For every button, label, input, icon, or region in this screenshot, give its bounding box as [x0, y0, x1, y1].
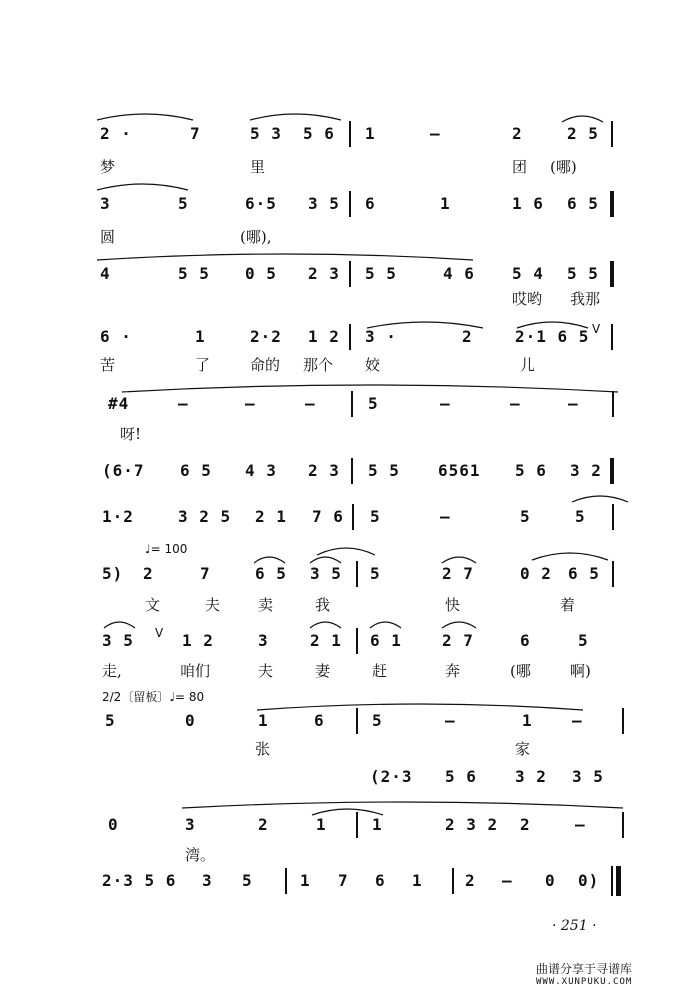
note: 2 5: [567, 124, 599, 143]
note: 1: [195, 327, 206, 346]
note: 0: [545, 871, 556, 890]
final-barline-thin: [611, 866, 613, 896]
lyric: 呀!: [120, 425, 142, 443]
lyric-line-1: [0, 158, 680, 178]
note: 5: [105, 711, 116, 730]
note: —: [568, 394, 579, 413]
lyric: 奔: [445, 662, 461, 680]
note: 3 5: [310, 564, 342, 583]
note: 1: [258, 711, 269, 730]
note: 1 2: [182, 631, 214, 650]
note: 6561: [438, 461, 481, 480]
slur: [95, 110, 195, 122]
note: 2·3 5 6: [102, 871, 177, 890]
note: 2·2: [250, 327, 282, 346]
slur: [95, 250, 475, 262]
slur: [180, 798, 625, 810]
note: 6 5: [567, 194, 599, 213]
note: (2·3: [370, 767, 413, 786]
note: 7: [190, 124, 201, 143]
slur: [308, 618, 343, 630]
score-line-6: [0, 462, 680, 482]
note: 1: [300, 871, 311, 890]
slur: [368, 618, 403, 630]
lyric: 团: [512, 158, 528, 176]
barline: [622, 708, 624, 734]
note: 5 6: [515, 461, 547, 480]
breath-mark: V: [592, 322, 601, 336]
note: —: [305, 394, 316, 413]
note: 7 6: [312, 507, 344, 526]
note: —: [575, 815, 586, 834]
score-line-12: [0, 816, 680, 836]
note: 5: [520, 507, 531, 526]
barline: [610, 261, 614, 287]
barline: [611, 324, 613, 350]
note: 3: [185, 815, 196, 834]
breath-mark: V: [155, 626, 164, 640]
note: #4: [108, 394, 130, 413]
note: 3 2: [570, 461, 602, 480]
barline: [611, 121, 613, 147]
note: 3: [202, 871, 213, 890]
barline: [351, 458, 353, 484]
note: —: [430, 124, 441, 143]
lyric-line-5: [0, 425, 680, 445]
score-line-3: [0, 265, 680, 285]
slur: [248, 110, 343, 122]
lyric-line-2: [0, 228, 680, 248]
barline: [610, 458, 614, 484]
note: 5: [372, 711, 383, 730]
final-barline-thick: [616, 866, 621, 896]
score-line-7: [0, 508, 680, 528]
lyric: 了: [195, 356, 211, 374]
note: 6: [375, 871, 386, 890]
lyric: 湾。: [185, 846, 216, 864]
note: 2 3: [308, 461, 340, 480]
barline: [349, 191, 351, 217]
note: 6: [314, 711, 325, 730]
lyric: 夫: [258, 662, 274, 680]
note: 5 5: [365, 264, 397, 283]
note: 4 6: [443, 264, 475, 283]
note: 5 3: [250, 124, 282, 143]
note: 2 3: [308, 264, 340, 283]
score-line-5: [0, 395, 680, 415]
note: 0): [578, 871, 600, 890]
page-number: · 251 ·: [552, 918, 597, 934]
lyric: (哪),: [240, 228, 272, 246]
note: 3: [100, 194, 111, 213]
lyric: 张: [255, 740, 271, 758]
lyric-line-8: [0, 596, 680, 616]
lyric: (哪): [550, 158, 577, 176]
note: 6 5: [255, 564, 287, 583]
note: 2 3 2: [445, 815, 499, 834]
lyric: 赶: [372, 662, 388, 680]
note: 1: [412, 871, 423, 890]
lyric-line-4: [0, 356, 680, 376]
lyric: 文: [145, 596, 161, 614]
note: 5: [575, 507, 586, 526]
note: 5): [102, 564, 124, 583]
lyric: 命的: [250, 356, 281, 374]
lyric: 儿: [520, 356, 536, 374]
lyric: 家: [515, 740, 531, 758]
score-line-11: [0, 768, 680, 788]
score-line-2: [0, 195, 680, 215]
note: 3 ·: [365, 327, 397, 346]
lyric: 我: [315, 596, 331, 614]
barline: [349, 261, 351, 287]
note: 2 ·: [100, 124, 132, 143]
score-line-1: [0, 125, 680, 145]
note: 2: [520, 815, 531, 834]
lyric: 那个: [303, 356, 334, 374]
note: 5 5: [567, 264, 599, 283]
note: —: [502, 871, 513, 890]
note: 2: [143, 564, 154, 583]
lyric-line-3: [0, 290, 680, 310]
barline: [612, 561, 614, 587]
note: 5 6: [445, 767, 477, 786]
note: 3 5: [102, 631, 134, 650]
note: 2: [258, 815, 269, 834]
slur: [315, 543, 377, 557]
lyric: 快: [445, 596, 461, 614]
note: 2·1 6 5: [515, 327, 590, 346]
note: —: [178, 394, 189, 413]
note: 5 6: [303, 124, 335, 143]
note: 2: [465, 871, 476, 890]
watermark-text: 曲谱分享于寻谱库: [536, 962, 633, 976]
score-line-9: [0, 626, 680, 652]
note: 2: [462, 327, 473, 346]
lyric: 着: [560, 596, 576, 614]
note: (6·7: [102, 461, 145, 480]
lyric: 走,: [102, 662, 122, 680]
note: 6: [520, 631, 531, 650]
lyric: 圆: [100, 228, 116, 246]
barline: [356, 628, 358, 654]
slur: [102, 618, 137, 630]
note: 7: [200, 564, 211, 583]
lyric: 梦: [100, 158, 116, 176]
lyric-line-9: [0, 662, 680, 682]
note: 4: [100, 264, 111, 283]
lyric-line-12: [0, 846, 680, 866]
slur: [120, 380, 620, 394]
note: —: [440, 507, 451, 526]
lyric-line-10: [0, 740, 680, 760]
note: 1: [440, 194, 451, 213]
note: 6 1: [370, 631, 402, 650]
note: 1·2: [102, 507, 134, 526]
barline: [610, 191, 614, 217]
slur: [560, 112, 605, 124]
lyric: 里: [250, 158, 266, 176]
barline: [349, 324, 351, 350]
note: 1: [522, 711, 533, 730]
note: 5: [242, 871, 253, 890]
barline: [612, 504, 614, 530]
lyric: 哎哟: [512, 290, 543, 308]
lyric: 苦: [100, 356, 116, 374]
lyric: 姣: [365, 356, 381, 374]
note: 6 ·: [100, 327, 132, 346]
lyric: (哪: [510, 662, 531, 680]
lyric: 啊): [570, 662, 591, 680]
note: 3 2: [515, 767, 547, 786]
slur: [530, 548, 610, 562]
note: 5 4: [512, 264, 544, 283]
note: 2 1: [310, 631, 342, 650]
barline: [351, 391, 353, 417]
note: 0 2: [520, 564, 552, 583]
note: 2 7: [442, 564, 474, 583]
note: —: [245, 394, 256, 413]
note: 1 2: [308, 327, 340, 346]
barline: [452, 868, 454, 894]
note: 5: [370, 564, 381, 583]
note: —: [572, 711, 583, 730]
watermark-url: WWW.XUNPUKU.COM: [536, 977, 633, 987]
note: 5: [368, 394, 379, 413]
slur: [570, 492, 630, 504]
barline: [349, 121, 351, 147]
note: 1: [365, 124, 376, 143]
note: 0 5: [245, 264, 277, 283]
lyric: 我那: [570, 290, 601, 308]
slur: [440, 618, 478, 630]
tempo-marking: 2/2〔留板〕♩= 80: [102, 690, 205, 704]
note: 1: [316, 815, 327, 834]
barline: [622, 812, 624, 838]
barline: [612, 391, 614, 417]
note: 6·5: [245, 194, 277, 213]
note: 2: [512, 124, 523, 143]
note: 5: [178, 194, 189, 213]
lyric: 咱们: [180, 662, 211, 680]
barline: [356, 812, 358, 838]
lyric: 卖: [258, 596, 274, 614]
score-line-4: [0, 322, 680, 348]
note: 0: [108, 815, 119, 834]
note: 1: [372, 815, 383, 834]
barline: [356, 561, 358, 587]
score-line-13: [0, 872, 680, 892]
note: 5 5: [178, 264, 210, 283]
note: 5: [370, 507, 381, 526]
lyric: 妻: [315, 662, 331, 680]
note: —: [510, 394, 521, 413]
note: 6 5: [180, 461, 212, 480]
note: —: [440, 394, 451, 413]
note: 5 5: [368, 461, 400, 480]
barline: [285, 868, 287, 894]
note: 3: [258, 631, 269, 650]
note: —: [445, 711, 456, 730]
tempo-marking: ♩= 100: [145, 542, 188, 556]
lyric: 夫: [205, 596, 221, 614]
note: 6: [365, 194, 376, 213]
note: 7: [338, 871, 349, 890]
score-line-8: [0, 565, 680, 585]
barline: [356, 708, 358, 734]
score-line-10: [0, 712, 680, 732]
slur: [255, 700, 585, 712]
note: 0: [185, 711, 196, 730]
slur: [95, 180, 190, 192]
note: 2 1: [255, 507, 287, 526]
note: 2 7: [442, 631, 474, 650]
note: 3 5: [308, 194, 340, 213]
note: 6 5: [568, 564, 600, 583]
note: 3 5: [572, 767, 604, 786]
note: 1 6: [512, 194, 544, 213]
barline: [352, 504, 354, 530]
note: 3 2 5: [178, 507, 232, 526]
note: 4 3: [245, 461, 277, 480]
note: 5: [578, 631, 589, 650]
